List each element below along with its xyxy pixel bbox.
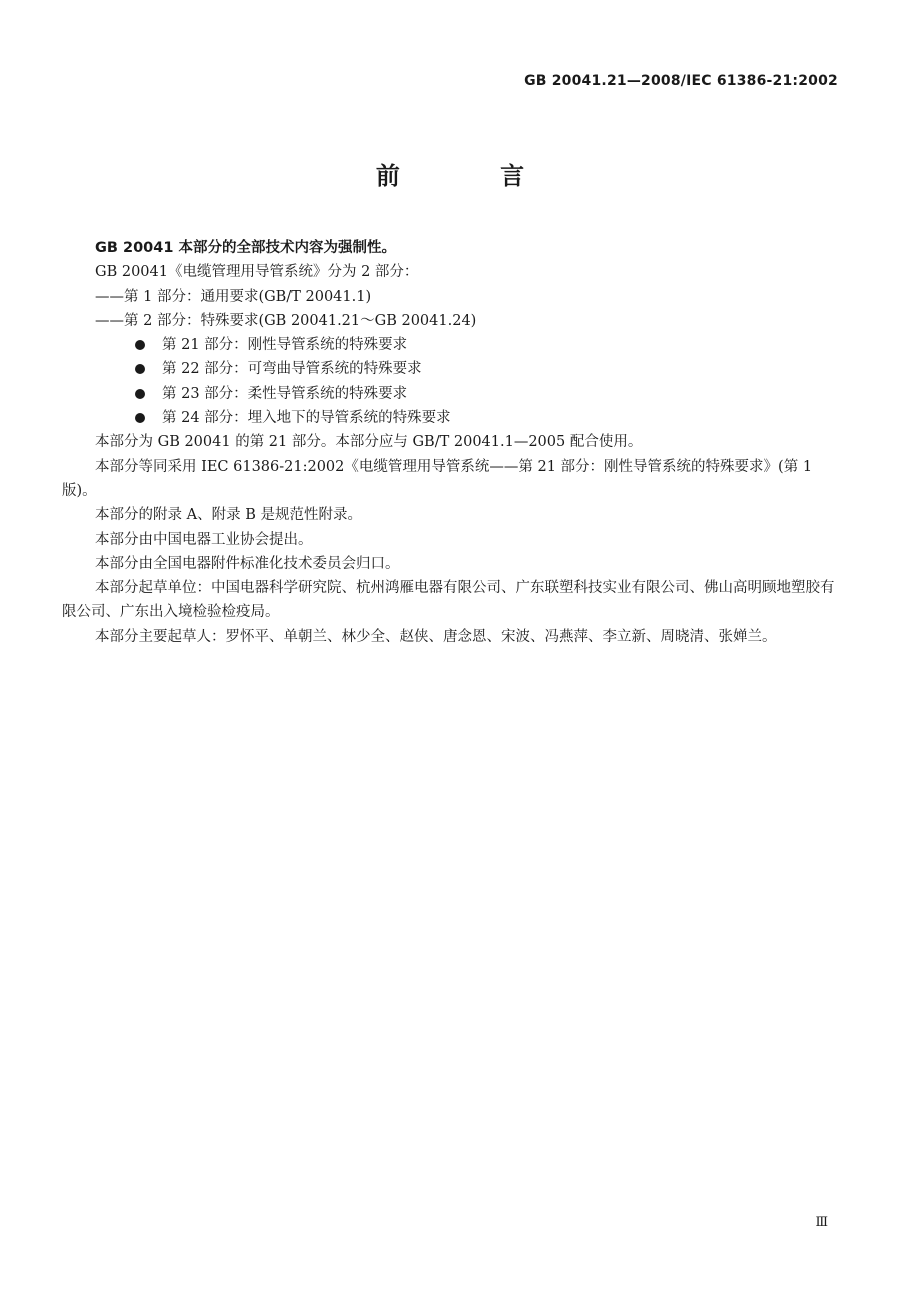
bullet-icon (135, 413, 145, 423)
bullet-icon (135, 364, 145, 374)
page-title: 前 言 (375, 162, 571, 190)
foreword-body (62, 236, 840, 649)
part-2-subparts-list (62, 333, 840, 430)
list-item (62, 382, 840, 406)
drafters-paragraph: 本部分主要起草人：罗怀平、单朝兰、林少全、赵侠、唐念恩、宋波、冯燕萍、李立新、周晓清、张婵兰。 (95, 628, 777, 645)
list-item-text: 第 23 部分：柔性导管系统的特殊要求 (162, 385, 408, 402)
parts-intro: GB 20041《电缆管理用导管系统》分为 2 部分： (95, 264, 419, 281)
page-number: Ⅲ (815, 1215, 828, 1230)
bullet-icon (135, 389, 145, 399)
centralized-by-paragraph: 本部分由全国电器附件标准化技术委员会归口。 (95, 555, 400, 572)
part-1-entry: ——第 1 部分：通用要求(GB/T 20041.1) (95, 288, 372, 305)
mandatory-statement: GB 20041 本部分的全部技术内容为强制性。 (95, 240, 396, 256)
bullet-icon (135, 340, 145, 350)
list-item-text: 第 22 部分：可弯曲导管系统的特殊要求 (162, 361, 422, 378)
list-item (62, 406, 840, 430)
part-2-entry: ——第 2 部分：特殊要求(GB 20041.21～GB 20041.24) (95, 312, 477, 329)
standard-number-header: GB 20041.21—2008/IEC 61386-21:2002 (524, 73, 838, 89)
drafting-units-paragraph: 本部分起草单位：中国电器科学研究院、杭州鸿雁电器有限公司、广东联塑科技实业有限公司、佛山高明顾地塑胶有限公司、广东出入境检验检疫局。 (62, 580, 835, 621)
list-item-text: 第 24 部分：埋入地下的导管系统的特殊要求 (162, 410, 451, 427)
list-item (62, 357, 840, 381)
proposed-by-paragraph: 本部分由中国电器工业协会提出。 (95, 531, 313, 548)
list-item-text: 第 21 部分：刚性导管系统的特殊要求 (162, 337, 408, 354)
relation-paragraph: 本部分为 GB 20041 的第 21 部分。本部分应与 GB/T 20041.1—2005 配合使用。 (95, 434, 643, 451)
annex-paragraph: 本部分的附录 A、附录 B 是规范性附录。 (95, 507, 362, 524)
list-item (62, 333, 840, 357)
adoption-paragraph: 本部分等同采用 IEC 61386-21:2002《电缆管理用导管系统——第 21 部分：刚性导管系统的特殊要求》(第 1 版)。 (62, 458, 813, 499)
